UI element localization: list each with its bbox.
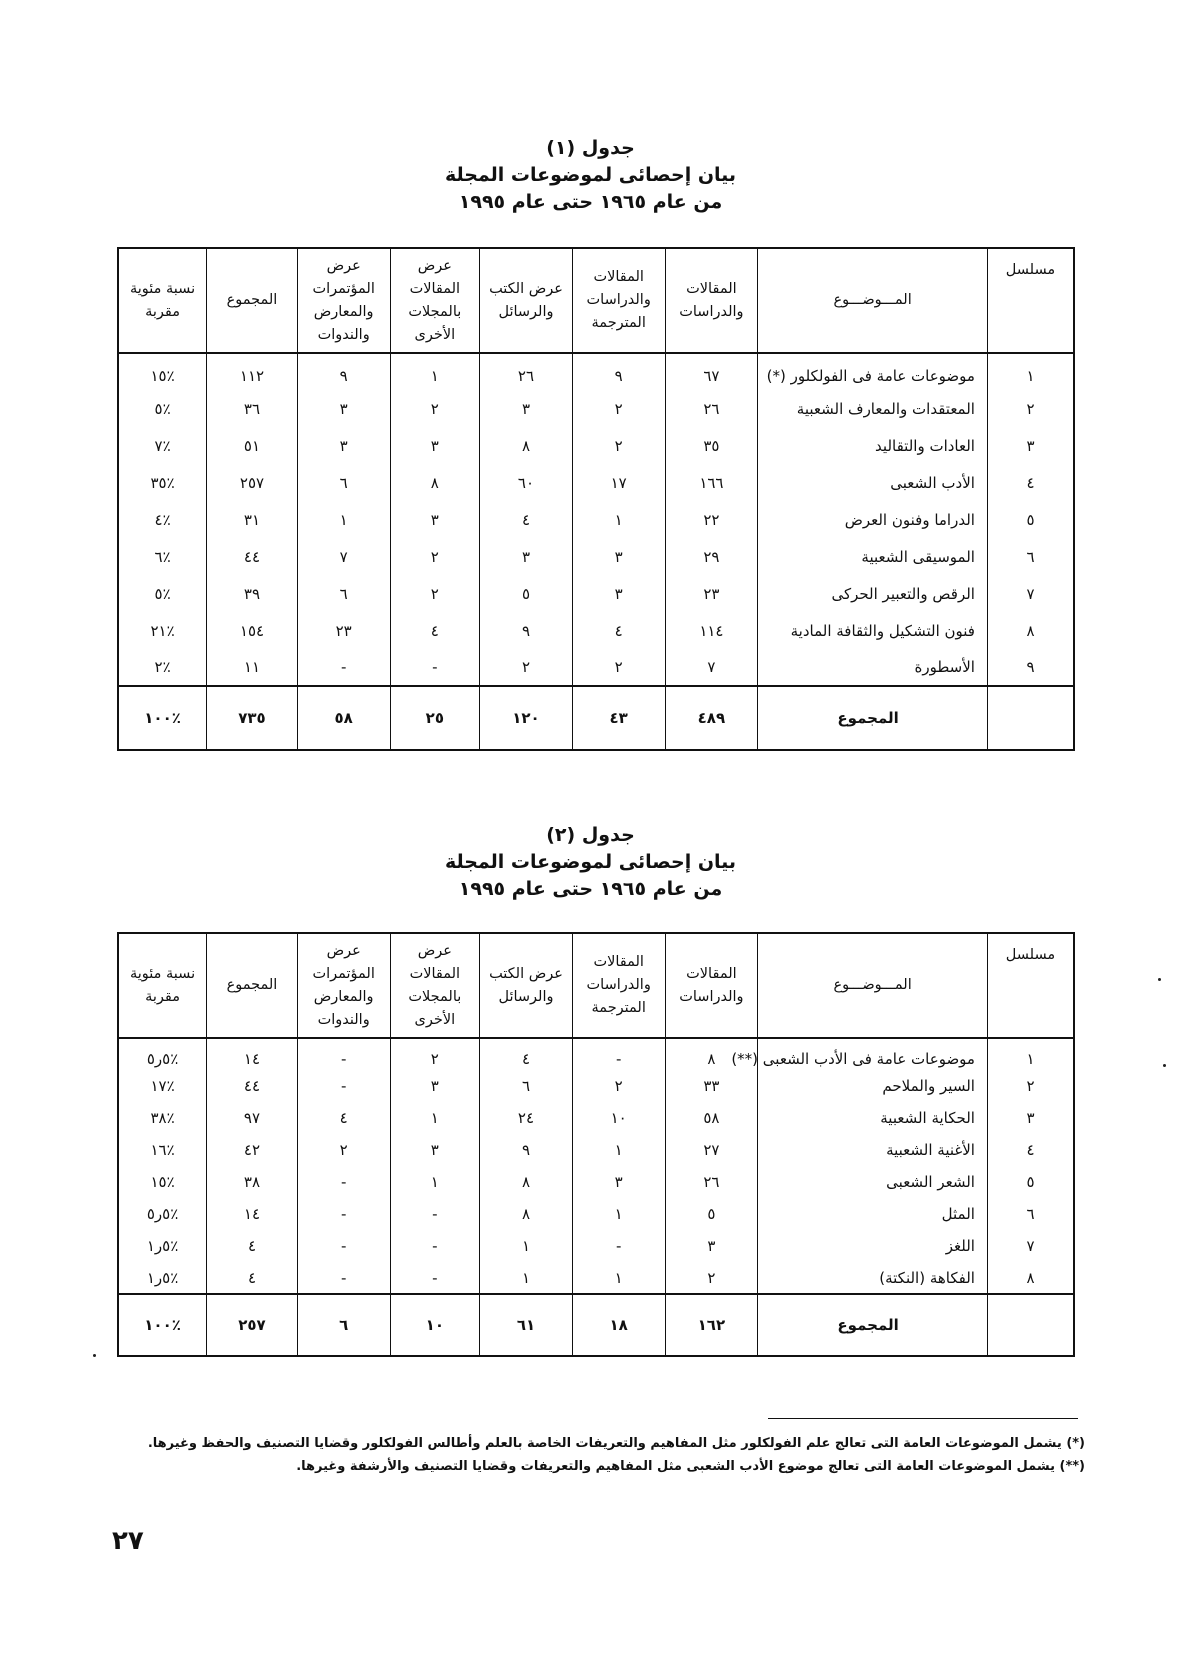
- cell-total: ١٤: [207, 1038, 298, 1070]
- total-conference-reviews: ٥٨: [297, 686, 390, 750]
- cell-translated: ٣: [572, 1166, 665, 1198]
- column-header-conference-reviews: عرض المؤتمرات والمعارض والندوات: [297, 933, 390, 1038]
- cell-conference-reviews: ٢: [297, 1134, 390, 1166]
- table-row: [118, 1134, 1074, 1166]
- cell-article-reviews: ٢: [390, 1038, 480, 1070]
- cell-article-reviews: -: [390, 649, 480, 686]
- cell-article-reviews: ٣: [390, 1134, 480, 1166]
- cell-serial: ٢: [987, 390, 1074, 427]
- cell-translated: ٤: [572, 612, 665, 649]
- cell-serial: ١: [987, 353, 1074, 390]
- total-article-reviews: ١٠: [390, 1294, 480, 1356]
- cell-percent: ٪١٧: [118, 1070, 207, 1102]
- cell-article-reviews: ٣: [390, 427, 480, 464]
- cell-conference-reviews: -: [297, 1166, 390, 1198]
- table-row: [118, 612, 1074, 649]
- total-serial: [987, 1294, 1074, 1356]
- cell-conference-reviews: ٦: [297, 464, 390, 501]
- table1: [117, 247, 1075, 751]
- cell-serial: ٩: [987, 649, 1074, 686]
- cell-total: ٣١: [207, 501, 298, 538]
- cell-percent: ٪١٥: [118, 353, 207, 390]
- total-translated: ١٨: [572, 1294, 665, 1356]
- cell-articles: ٢٧: [665, 1134, 758, 1166]
- cell-percent: ٪٣٥: [118, 464, 207, 501]
- table-row: [118, 1102, 1074, 1134]
- cell-conference-reviews: ٣: [297, 427, 390, 464]
- table1-body: [118, 353, 1074, 750]
- cell-book-reviews: ٥: [480, 575, 573, 612]
- cell-serial: ٧: [987, 1230, 1074, 1262]
- table-row: [118, 353, 1074, 390]
- total-subject: المجموع: [758, 686, 988, 750]
- cell-percent: ٪٥ر١: [118, 1230, 207, 1262]
- table2-caption: [0, 822, 1181, 903]
- column-header-book-reviews: عرض الكتب والرسائل: [480, 248, 573, 353]
- total-translated: ٤٣: [572, 686, 665, 750]
- scan-speck: [93, 1354, 96, 1357]
- page-number: ٢٧: [112, 1526, 144, 1556]
- table-row: [118, 1166, 1074, 1198]
- cell-conference-reviews: -: [297, 1038, 390, 1070]
- cell-article-reviews: ١: [390, 1166, 480, 1198]
- cell-subject: السير والملاحم: [758, 1070, 988, 1102]
- total-articles: ٤٨٩: [665, 686, 758, 750]
- cell-conference-reviews: ٦: [297, 575, 390, 612]
- cell-total: ١١٢: [207, 353, 298, 390]
- column-header-subject: المـــوضـــوع: [758, 248, 988, 353]
- table-row: [118, 575, 1074, 612]
- cell-translated: ١: [572, 1198, 665, 1230]
- cell-conference-reviews: ٣: [297, 390, 390, 427]
- cell-conference-reviews: ٤: [297, 1102, 390, 1134]
- cell-percent: ٪٥: [118, 390, 207, 427]
- cell-article-reviews: -: [390, 1262, 480, 1294]
- cell-translated: -: [572, 1038, 665, 1070]
- cell-articles: ٥: [665, 1198, 758, 1230]
- cell-percent: ٪٤: [118, 501, 207, 538]
- cell-subject: الرقص والتعبير الحركى: [758, 575, 988, 612]
- cell-percent: ٪١٥: [118, 1166, 207, 1198]
- cell-translated: -: [572, 1230, 665, 1262]
- table-row: [118, 1230, 1074, 1262]
- cell-article-reviews: ٣: [390, 1070, 480, 1102]
- cell-serial: ٣: [987, 1102, 1074, 1134]
- cell-serial: ١: [987, 1038, 1074, 1070]
- cell-total: ٩٧: [207, 1102, 298, 1134]
- table-row: [118, 427, 1074, 464]
- total-total: ٧٣٥: [207, 686, 298, 750]
- cell-subject: العادات والتقاليد: [758, 427, 988, 464]
- column-header-percent: نسبة مئوية مقربة: [118, 248, 207, 353]
- cell-book-reviews: ٦٠: [480, 464, 573, 501]
- cell-conference-reviews: -: [297, 1262, 390, 1294]
- cell-conference-reviews: ٢٣: [297, 612, 390, 649]
- cell-percent: ٪٢: [118, 649, 207, 686]
- cell-articles: ٢٣: [665, 575, 758, 612]
- cell-book-reviews: ٩: [480, 612, 573, 649]
- cell-book-reviews: ٤: [480, 1038, 573, 1070]
- cell-article-reviews: ٤: [390, 612, 480, 649]
- cell-subject: المثل: [758, 1198, 988, 1230]
- footnote-2: (**) يشمل الموضوعات العامة التى تعالج موضوع الأدب الشعبى مثل المفاهيم والتعريفات وقضايا التصنيف والأرشفة وغيرها.: [296, 1459, 1085, 1474]
- total-articles: ١٦٢: [665, 1294, 758, 1356]
- cell-translated: ٣: [572, 575, 665, 612]
- cell-translated: ١: [572, 501, 665, 538]
- cell-serial: ٥: [987, 1166, 1074, 1198]
- total-row: [118, 686, 1074, 750]
- cell-serial: ٨: [987, 612, 1074, 649]
- footnotes: [100, 1432, 1085, 1478]
- cell-serial: ٧: [987, 575, 1074, 612]
- table2-caption-line-3: من عام ١٩٦٥ حتى عام ١٩٩٥: [458, 878, 723, 900]
- cell-book-reviews: ٢٤: [480, 1102, 573, 1134]
- cell-translated: ١: [572, 1134, 665, 1166]
- cell-total: ٣٩: [207, 575, 298, 612]
- table-row: [118, 1070, 1074, 1102]
- cell-subject: الأغنية الشعبية: [758, 1134, 988, 1166]
- scan-speck: [1163, 1064, 1166, 1067]
- footnote-separator: [768, 1418, 1078, 1419]
- cell-conference-reviews: -: [297, 1198, 390, 1230]
- cell-book-reviews: ٨: [480, 1166, 573, 1198]
- cell-article-reviews: -: [390, 1198, 480, 1230]
- cell-total: ٣٦: [207, 390, 298, 427]
- cell-articles: ١١٤: [665, 612, 758, 649]
- cell-translated: ٢: [572, 390, 665, 427]
- cell-subject: الأسطورة: [758, 649, 988, 686]
- cell-percent: ٪١٦: [118, 1134, 207, 1166]
- cell-book-reviews: ٦: [480, 1070, 573, 1102]
- cell-percent: ٪٥ر١: [118, 1262, 207, 1294]
- cell-conference-reviews: -: [297, 1070, 390, 1102]
- table2-header-row: [118, 933, 1074, 1038]
- total-row: [118, 1294, 1074, 1356]
- cell-serial: ٦: [987, 1198, 1074, 1230]
- cell-translated: ١٠: [572, 1102, 665, 1134]
- table1-caption-line-2: بيان إحصائى لموضوعات المجلة: [444, 164, 737, 186]
- cell-total: ٤: [207, 1262, 298, 1294]
- cell-total: ٤٤: [207, 538, 298, 575]
- cell-percent: ٪٥ر٥: [118, 1038, 207, 1070]
- cell-book-reviews: ٨: [480, 1198, 573, 1230]
- cell-translated: ٩: [572, 353, 665, 390]
- cell-serial: ٨: [987, 1262, 1074, 1294]
- cell-articles: ٣: [665, 1230, 758, 1262]
- cell-subject: موضوعات عامة فى الفولكلور (*): [758, 353, 988, 390]
- cell-articles: ٣٣: [665, 1070, 758, 1102]
- cell-articles: ٢٦: [665, 390, 758, 427]
- total-percent: ٪١٠٠: [118, 686, 207, 750]
- cell-serial: ٢: [987, 1070, 1074, 1102]
- cell-conference-reviews: -: [297, 649, 390, 686]
- total-conference-reviews: ٦: [297, 1294, 390, 1356]
- table-row: [118, 1262, 1074, 1294]
- cell-total: ٤٢: [207, 1134, 298, 1166]
- table2-body: [118, 1038, 1074, 1356]
- cell-subject: فنون التشكيل والثقافة المادية: [758, 612, 988, 649]
- total-percent: ٪١٠٠: [118, 1294, 207, 1356]
- cell-conference-reviews: ١: [297, 501, 390, 538]
- cell-subject: الدراما وفنون العرض: [758, 501, 988, 538]
- cell-translated: ٢: [572, 649, 665, 686]
- column-header-translated: المقالات والدراسات المترجمة: [572, 248, 665, 353]
- cell-percent: ٪٣٨: [118, 1102, 207, 1134]
- cell-article-reviews: ٣: [390, 501, 480, 538]
- cell-book-reviews: ٨: [480, 427, 573, 464]
- cell-total: ١٤: [207, 1198, 298, 1230]
- cell-article-reviews: ٢: [390, 538, 480, 575]
- cell-serial: ٤: [987, 1134, 1074, 1166]
- table1-caption-line-3: من عام ١٩٦٥ حتى عام ١٩٩٥: [458, 191, 723, 213]
- cell-book-reviews: ٩: [480, 1134, 573, 1166]
- cell-translated: ١٧: [572, 464, 665, 501]
- column-header-serial: مسلسل: [987, 248, 1074, 353]
- column-header-translated: المقالات والدراسات المترجمة: [572, 933, 665, 1038]
- cell-percent: ٪٧: [118, 427, 207, 464]
- total-book-reviews: ٦١: [480, 1294, 573, 1356]
- footnote-1: (*) يشمل الموضوعات العامة التى تعالج علم الفولكلور مثل المفاهيم والتعريفات الخاصة بالعلم وأطالس الفولكلور وقضايا التصنيف والحفظ وغيرها.: [147, 1436, 1085, 1451]
- cell-total: ١٥٤: [207, 612, 298, 649]
- table2-caption-line-2: بيان إحصائى لموضوعات المجلة: [444, 851, 737, 873]
- cell-subject: الأدب الشعبى: [758, 464, 988, 501]
- table-row: [118, 1038, 1074, 1070]
- cell-articles: ٦٧: [665, 353, 758, 390]
- cell-articles: ٢٢: [665, 501, 758, 538]
- column-header-serial: مسلسل: [987, 933, 1074, 1038]
- table-row: [118, 390, 1074, 427]
- table-row: [118, 501, 1074, 538]
- cell-book-reviews: ٢: [480, 649, 573, 686]
- cell-serial: ٣: [987, 427, 1074, 464]
- cell-subject: الحكاية الشعبية: [758, 1102, 988, 1134]
- cell-book-reviews: ٣: [480, 538, 573, 575]
- table-row: [118, 1198, 1074, 1230]
- total-book-reviews: ١٢٠: [480, 686, 573, 750]
- column-header-subject: المـــوضـــوع: [758, 933, 988, 1038]
- cell-total: ٥١: [207, 427, 298, 464]
- total-subject: المجموع: [758, 1294, 988, 1356]
- cell-book-reviews: ٢٦: [480, 353, 573, 390]
- cell-article-reviews: ٨: [390, 464, 480, 501]
- cell-percent: ٪٦: [118, 538, 207, 575]
- cell-percent: ٪٥ر٥: [118, 1198, 207, 1230]
- cell-serial: ٥: [987, 501, 1074, 538]
- cell-serial: ٦: [987, 538, 1074, 575]
- total-article-reviews: ٢٥: [390, 686, 480, 750]
- column-header-total: المجموع: [207, 933, 298, 1038]
- cell-articles: ٨: [665, 1038, 758, 1070]
- column-header-article-reviews: عرض المقالات بالمجلات الأخرى: [390, 933, 480, 1038]
- table-row: [118, 538, 1074, 575]
- cell-book-reviews: ١: [480, 1262, 573, 1294]
- cell-article-reviews: -: [390, 1230, 480, 1262]
- total-serial: [987, 686, 1074, 750]
- cell-subject: اللغز: [758, 1230, 988, 1262]
- table1-caption: [0, 135, 1181, 216]
- cell-percent: ٪٥: [118, 575, 207, 612]
- cell-total: ٤: [207, 1230, 298, 1262]
- cell-conference-reviews: ٩: [297, 353, 390, 390]
- cell-book-reviews: ٣: [480, 390, 573, 427]
- column-header-articles: المقالات والدراسات: [665, 248, 758, 353]
- total-total: ٢٥٧: [207, 1294, 298, 1356]
- table2-caption-line-1: جدول (٢): [546, 824, 635, 846]
- cell-serial: ٤: [987, 464, 1074, 501]
- cell-articles: ٥٨: [665, 1102, 758, 1134]
- cell-translated: ٢: [572, 427, 665, 464]
- cell-articles: ٣٥: [665, 427, 758, 464]
- cell-total: ٢٥٧: [207, 464, 298, 501]
- table1-header-row: [118, 248, 1074, 353]
- scan-speck: [1158, 978, 1161, 981]
- cell-subject: المعتقدات والمعارف الشعبية: [758, 390, 988, 427]
- cell-conference-reviews: -: [297, 1230, 390, 1262]
- cell-total: ٤٤: [207, 1070, 298, 1102]
- cell-articles: ٧: [665, 649, 758, 686]
- table1-caption-line-1: جدول (١): [546, 137, 635, 159]
- table-row: [118, 649, 1074, 686]
- cell-article-reviews: ٢: [390, 390, 480, 427]
- cell-subject: الفكاهة (النكتة): [758, 1262, 988, 1294]
- cell-total: ١١: [207, 649, 298, 686]
- cell-book-reviews: ١: [480, 1230, 573, 1262]
- column-header-articles: المقالات والدراسات: [665, 933, 758, 1038]
- column-header-conference-reviews: عرض المؤتمرات والمعارض والندوات: [297, 248, 390, 353]
- cell-subject: موضوعات عامة فى الأدب الشعبى (**): [758, 1038, 988, 1070]
- table2: [117, 932, 1075, 1357]
- cell-percent: ٪٢١: [118, 612, 207, 649]
- column-header-percent: نسبة مئوية مقربة: [118, 933, 207, 1038]
- column-header-total: المجموع: [207, 248, 298, 353]
- cell-total: ٣٨: [207, 1166, 298, 1198]
- table-row: [118, 464, 1074, 501]
- cell-articles: ٢٦: [665, 1166, 758, 1198]
- column-header-book-reviews: عرض الكتب والرسائل: [480, 933, 573, 1038]
- cell-subject: الموسيقى الشعبية: [758, 538, 988, 575]
- cell-translated: ٣: [572, 538, 665, 575]
- cell-translated: ١: [572, 1262, 665, 1294]
- column-header-article-reviews: عرض المقالات بالمجلات الأخرى: [390, 248, 480, 353]
- cell-conference-reviews: ٧: [297, 538, 390, 575]
- cell-articles: ٢: [665, 1262, 758, 1294]
- cell-article-reviews: ٢: [390, 575, 480, 612]
- cell-article-reviews: ١: [390, 353, 480, 390]
- cell-articles: ١٦٦: [665, 464, 758, 501]
- cell-book-reviews: ٤: [480, 501, 573, 538]
- cell-articles: ٢٩: [665, 538, 758, 575]
- cell-translated: ٢: [572, 1070, 665, 1102]
- cell-subject: الشعر الشعبى: [758, 1166, 988, 1198]
- cell-article-reviews: ١: [390, 1102, 480, 1134]
